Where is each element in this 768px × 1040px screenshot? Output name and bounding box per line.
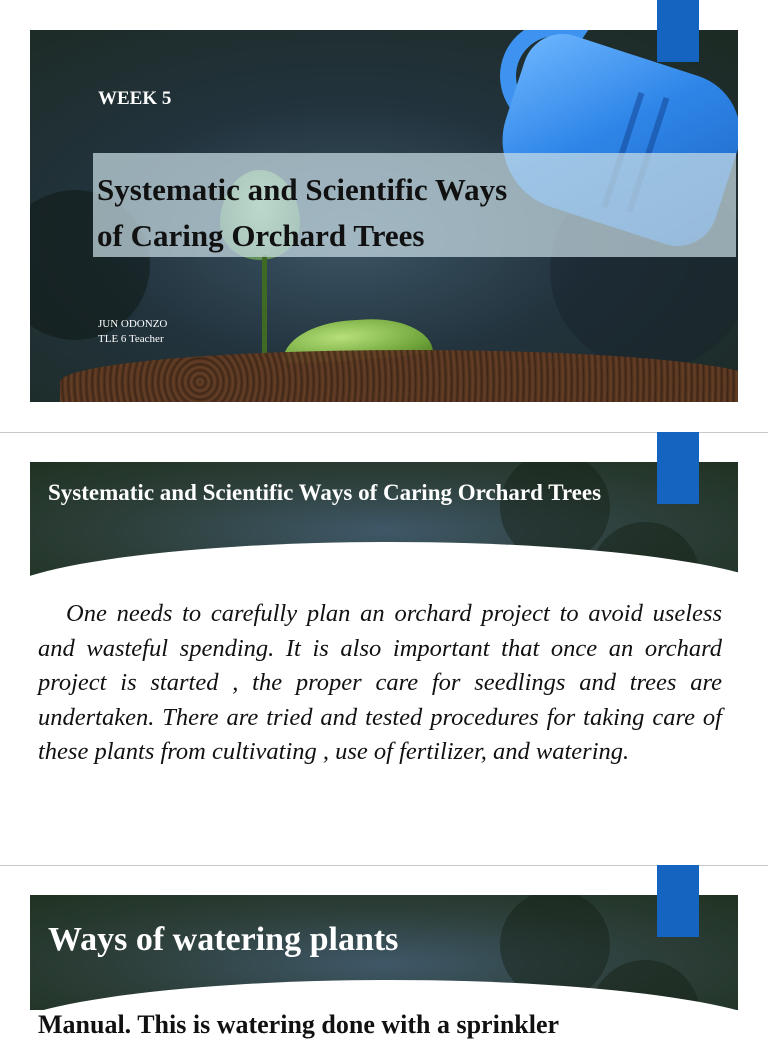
seedling-stem bbox=[262, 255, 267, 367]
author-name: JUN ODONZO bbox=[98, 318, 168, 330]
week-label: WEEK 5 bbox=[98, 88, 172, 109]
title-box bbox=[93, 153, 736, 257]
slide-divider bbox=[0, 432, 768, 433]
slide3-title: Ways of watering plants bbox=[48, 921, 399, 958]
soil-image bbox=[60, 350, 738, 402]
slide-divider bbox=[0, 865, 768, 866]
author-block bbox=[98, 317, 167, 347]
slide2-body: One needs to carefully plan an orchard project to avoid useless and wasteful spending. It is also important that once an orchard project is started , the proper care for seedlings and trees are undertaken. There are tried and tested procedures for taking care of these plants from cultivating , use of fertilizer, and watering. bbox=[38, 600, 722, 765]
slide2-header bbox=[30, 462, 738, 577]
author-role: TLE 6 Teacher bbox=[98, 333, 164, 345]
slide2-title: Systematic and Scientific Ways of Caring Orchard Trees bbox=[48, 480, 602, 505]
accent-tab bbox=[657, 432, 699, 504]
accent-tab bbox=[657, 0, 699, 62]
slide3-partial-text: Manual. This is watering done with a sprinkler bbox=[38, 1010, 560, 1039]
title-slide bbox=[30, 30, 738, 402]
slide-title: Systematic and Scientific Ways of Caring Orchard Trees bbox=[97, 172, 508, 253]
accent-tab bbox=[657, 865, 699, 937]
slide3-header bbox=[30, 895, 738, 1010]
